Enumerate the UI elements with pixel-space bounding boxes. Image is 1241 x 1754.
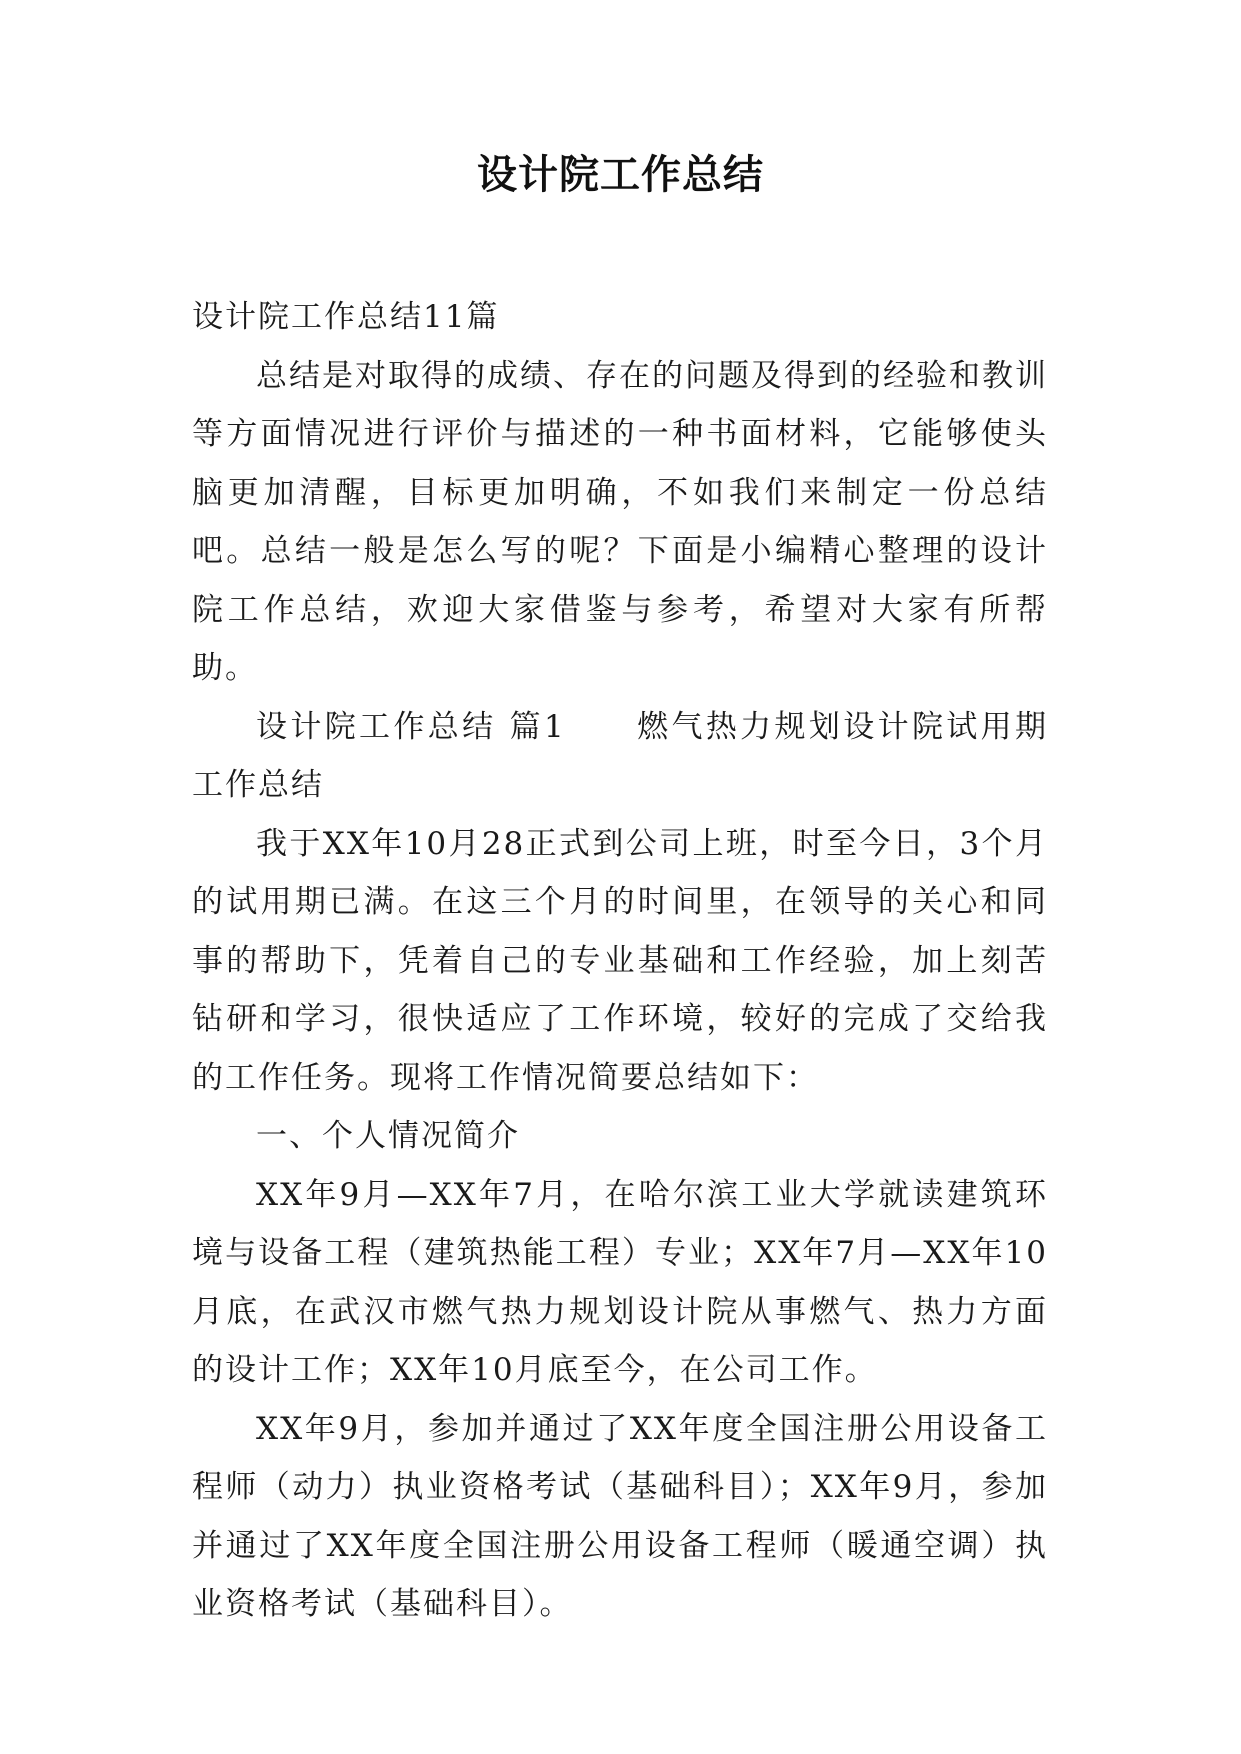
paragraph-probation: 我于XX年10月28正式到公司上班，时至今日，3个月的试用期已满。在这三个月的时间里，在领导的关心和同事的帮助下，凭着自己的专业基础和工作经验，加上刻苦钻研和学习，很快适应了工作环境，较好的完成了交给我的工作任务。现将工作情况简要总结如下： bbox=[192, 825, 1048, 1096]
section-heading bbox=[192, 698, 1048, 815]
document-title: 设计院工作总结 bbox=[477, 152, 764, 198]
heading-personal-info: 一、个人情况简介 bbox=[256, 1118, 520, 1154]
intro-paragraph: 总结是对取得的成绩、存在的问题及得到的经验和教训等方面情况进行评价与描述的一种书面材料，它能够使头脑更加清醒，目标更加明确，不如我们来制定一份总结吧。总结一般是怎么写的呢？下面是小编精心整理的设计院工作总结，欢迎大家借鉴与参考，希望对大家有所帮助。 bbox=[192, 357, 1048, 686]
section-title: 燃气热力规划设计院试用期工作总结 bbox=[192, 708, 1049, 803]
paragraph-education: XX年9月—XX年7月，在哈尔滨工业大学就读建筑环境与设备工程（建筑热能工程）专业；XX年7月—XX年10月底，在武汉市燃气热力规划设计院从事燃气、热力方面的设计工作；XX年10月底至今，在公司工作。 bbox=[192, 1176, 1048, 1388]
paragraph-exams: XX年9月，参加并通过了XX年度全国注册公用设备工程师（动力）执业资格考试（基础科目）；XX年9月，参加并通过了XX年度全国注册公用设备工程师（暖通空调）执业资格考试（基础科目）。 bbox=[192, 1410, 1048, 1622]
document-subtitle: 设计院工作总结11篇 bbox=[192, 299, 500, 335]
section-label: 设计院工作总结 篇1 bbox=[256, 708, 566, 745]
document-body bbox=[192, 288, 1048, 1634]
